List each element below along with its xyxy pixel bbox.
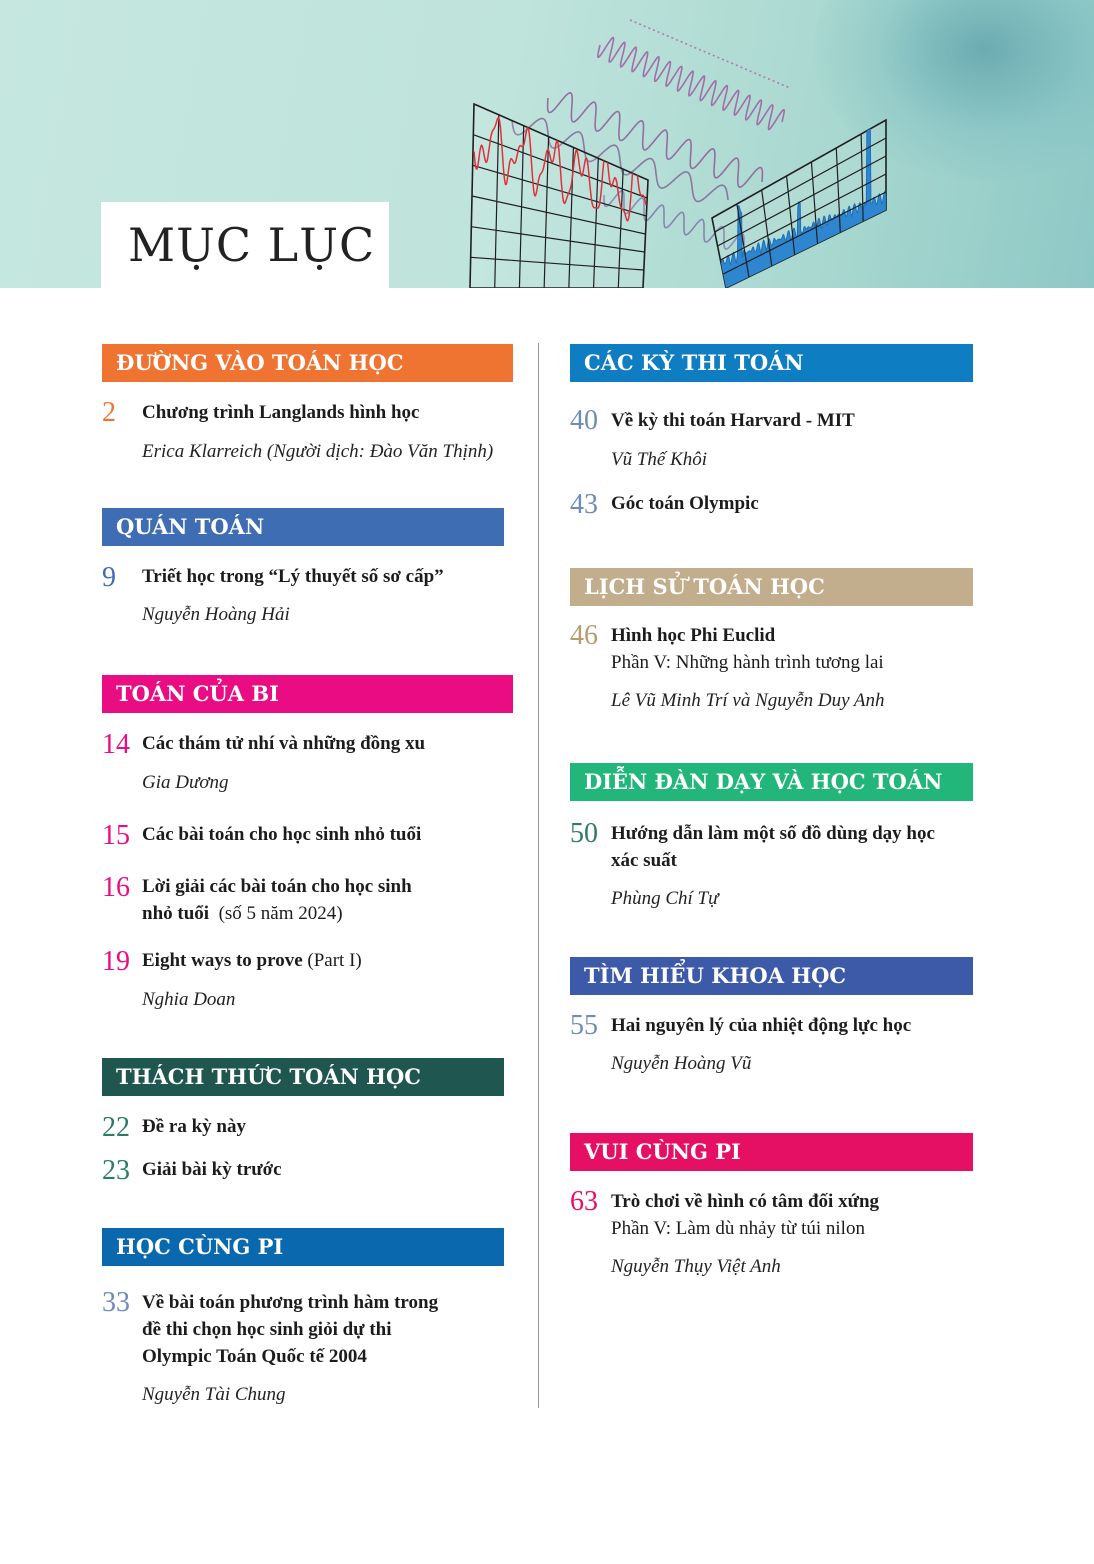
entry-author: Erica Klarreich (Người dịch: Đào Văn Thịnh) [142, 441, 494, 462]
section-bar-cac-ky-thi-toan[interactable]: CÁC KỲ THI TOÁN [570, 344, 973, 382]
entry-title-line2: đề thi chọn học sinh giỏi dự thi [142, 1319, 392, 1340]
entry-author: Nguyễn Thụy Việt Anh [611, 1256, 781, 1277]
entry-author: Gia Dương [142, 772, 229, 793]
page-title: MỤC LỤC [128, 218, 376, 272]
page-number: 46 [570, 620, 598, 651]
page-number: 14 [102, 729, 130, 760]
entry-title: Các bài toán cho học sinh nhỏ tuổi [142, 824, 422, 845]
entry-title: Trò chơi về hình có tâm đối xứng [611, 1191, 880, 1212]
page-number: 2 [102, 397, 116, 428]
page-number: 16 [102, 872, 130, 903]
page-number: 19 [102, 946, 130, 977]
page-number: 63 [570, 1186, 598, 1217]
entry-title: Chương trình Langlands hình học [142, 402, 420, 423]
entry-author: Nguyễn Hoàng Vũ [611, 1053, 752, 1074]
entry-title-line3: Olympic Toán Quốc tế 2004 [142, 1346, 367, 1367]
entry-title: Hướng dẫn làm một số đồ dùng dạy học [611, 823, 935, 844]
entry-author: Nguyễn Tài Chung [142, 1384, 286, 1405]
page-number: 9 [102, 562, 116, 593]
entry-subtitle: Phần V: Làm dù nhảy từ túi nilon [611, 1218, 865, 1239]
entry-author: Nguyễn Hoàng Hải [142, 604, 290, 625]
page-number: 55 [570, 1010, 598, 1041]
entry-title: Góc toán Olympic [611, 493, 759, 514]
entry-title: Lời giải các bài toán cho học sinh [142, 876, 412, 897]
entry-title: Hình học Phi Euclid [611, 625, 776, 646]
section-bar-quan-toan[interactable]: QUÁN TOÁN [102, 508, 504, 546]
entry-title: Eight ways to prove (Part I) [142, 950, 362, 971]
header-banner [0, 0, 1094, 288]
left-grid-panel [470, 104, 648, 288]
page-number: 43 [570, 489, 598, 520]
section-bar-tim-hieu-khoa-hoc[interactable]: TÌM HIỂU KHOA HỌC [570, 957, 973, 995]
entry-author: Nghia Doan [142, 989, 236, 1010]
entry-subtitle: Phần V: Những hành trình tương lai [611, 652, 884, 673]
entry-author: Vũ Thế Khôi [611, 449, 708, 470]
entry-title: Đề ra kỳ này [142, 1116, 246, 1137]
title-box [101, 202, 389, 288]
section-bar-hoc-cung-pi[interactable]: HỌC CÙNG PI [102, 1228, 504, 1266]
entry-title: Triết học trong “Lý thuyết số sơ cấp” [142, 566, 444, 587]
entry-author: Phùng Chí Tự [611, 888, 719, 909]
entry-title: Giải bài kỳ trước [142, 1159, 282, 1180]
page-number: 23 [102, 1155, 130, 1186]
page-number: 50 [570, 818, 598, 849]
page-number: 22 [102, 1112, 130, 1143]
entry-title-line2: xác suất [611, 850, 677, 871]
section-bar-thach-thuc-toan-hoc[interactable]: THÁCH THỨC TOÁN HỌC [102, 1058, 504, 1096]
section-bar-lich-su-toan-hoc[interactable]: LỊCH SỬ TOÁN HỌC [570, 568, 973, 606]
section-bar-vui-cung-pi[interactable]: VUI CÙNG PI [570, 1133, 973, 1171]
entry-title-note: (số 5 năm 2024) [218, 903, 343, 924]
entry-author: Lê Vũ Minh Trí và Nguyễn Duy Anh [611, 690, 885, 711]
section-bar-toan-cua-bi[interactable]: TOÁN CỦA BI [102, 675, 513, 713]
page-number: 33 [102, 1287, 130, 1318]
entry-title-line2: nhỏ tuổi (số 5 năm 2024) [142, 903, 343, 924]
column-divider [538, 343, 539, 1408]
page-number: 40 [570, 405, 598, 436]
entry-title: Về kỳ thi toán Harvard - MIT [611, 410, 855, 431]
entry-title: Các thám tử nhí và những đồng xu [142, 733, 426, 754]
section-bar-dien-dan-day-va-hoc-toan[interactable]: DIỄN ĐÀN DẠY VÀ HỌC TOÁN [570, 763, 973, 801]
section-bar-duong-vao-toan-hoc[interactable]: ĐƯỜNG VÀO TOÁN HỌC [102, 344, 513, 382]
entry-title: Hai nguyên lý của nhiệt động lực học [611, 1015, 912, 1036]
right-grid-panel [712, 120, 886, 288]
entry-title: Về bài toán phương trình hàm trong [142, 1292, 439, 1313]
page-number: 15 [102, 820, 130, 851]
entry-title-note: (Part I) [307, 950, 362, 971]
